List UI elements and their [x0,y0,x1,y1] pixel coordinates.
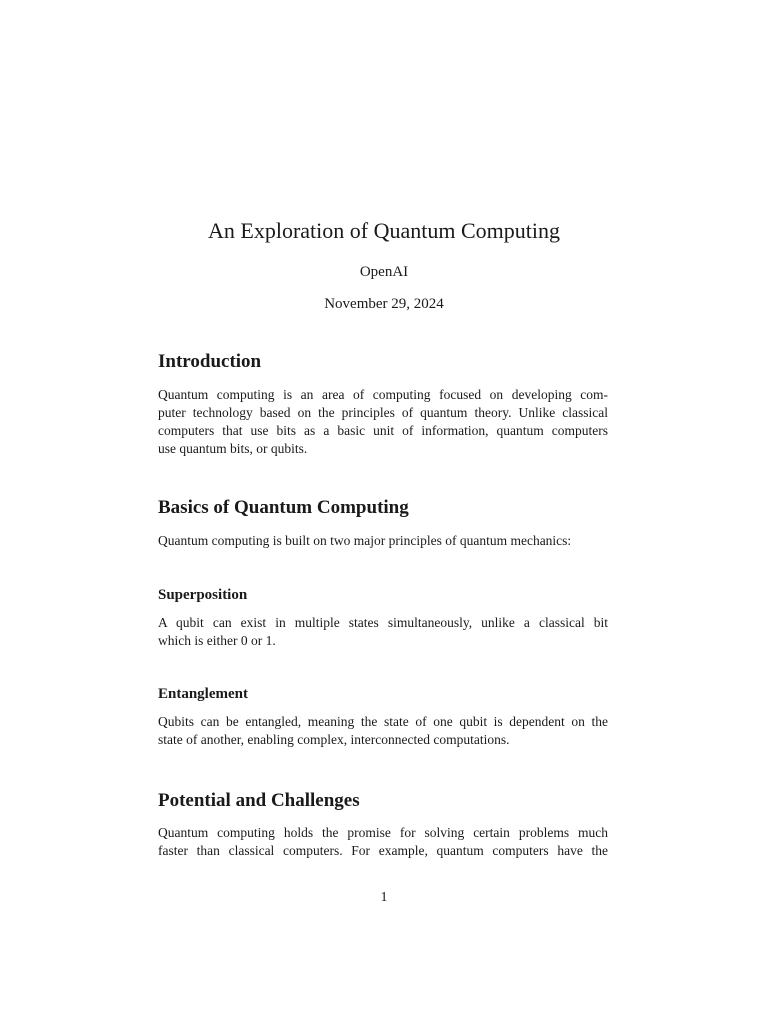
paper-author: OpenAI [359,264,409,280]
section-heading-potential: Potential and Challenges [158,790,360,811]
paragraph-line: puter technology based on the principles of quantum theory. Unlike classical [158,405,608,420]
paper-date: November 29, 2024 [324,296,444,312]
section-heading-basics: Basics of Quantum Computing [158,497,409,518]
paragraph-entanglement [158,713,608,749]
paragraph-line: faster than classical computers. For example, quantum computers have the [158,843,608,858]
paragraph-line: Quantum computing holds the promise for solving certain problems much [158,825,608,840]
paragraph-basics [158,532,608,550]
paragraph-line: Quantum computing is built on two major principles of quantum mechanics: [158,533,572,548]
paragraph-line: Quantum computing is an area of computing focused on developing com- [158,387,608,402]
paragraph-introduction [158,386,608,458]
subsection-heading-superposition: Superposition [158,587,248,603]
paragraph-superposition [158,614,608,650]
paragraph-line: A qubit can exist in multiple states simultaneously, unlike a classical bit [158,615,608,630]
paragraph-line: use quantum bits, or qubits. [158,441,308,456]
paper-title: An Exploration of Quantum Computing [208,218,560,243]
page-number: 1 [380,890,388,905]
section-heading-introduction: Introduction [158,351,262,372]
paragraph-line: which is either 0 or 1. [158,633,276,648]
paragraph-potential [158,824,608,860]
paragraph-line: computers that use bits as a basic unit of information, quantum computers [158,423,608,438]
paragraph-line: state of another, enabling complex, interconnected computations. [158,732,510,747]
paragraph-line: Qubits can be entangled, meaning the state of one qubit is dependent on the [158,714,608,729]
subsection-heading-entanglement: Entanglement [158,686,248,702]
